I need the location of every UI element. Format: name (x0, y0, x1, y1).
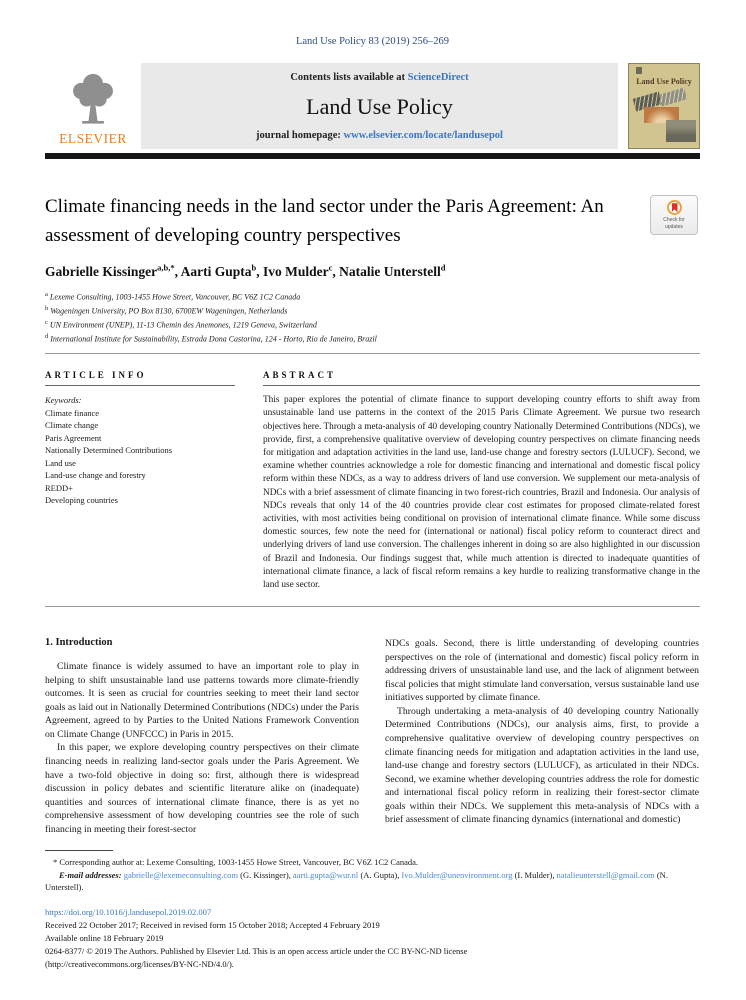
author (181, 264, 263, 279)
doi-link[interactable]: https://doi.org/10.1016/j.landusepol.2019.02.007 (45, 906, 212, 917)
elsevier-wordmark: ELSEVIER (59, 131, 127, 146)
check-badge-line2: updates (665, 223, 683, 230)
affiliation-text: UN Environment (UNEP), 11-13 Chemin des Anemones, 1219 Geneva, Switzerland (47, 320, 317, 330)
author-superscript: d (440, 262, 446, 272)
keyword: Land-use change and forestry (45, 470, 146, 481)
doi-line (45, 906, 700, 919)
email-link[interactable]: natalieunterstell@gmail.com (556, 869, 655, 880)
right-paragraphs (385, 637, 699, 827)
email-list (45, 870, 668, 893)
email-item (401, 870, 554, 880)
divider-below-abstract (45, 606, 700, 607)
bottom-matter (45, 906, 700, 971)
divider-above-abstract (45, 353, 700, 354)
crossmark-icon (667, 200, 682, 215)
check-badge-line1: Check for (663, 217, 685, 224)
check-for-updates-badge[interactable] (650, 195, 698, 235)
body-paragraph: NDCs goals. Second, there is little understanding of developing countries perspectives on the role of (international and domestic) fiscal policy reform in addressing drivers of unsustainable land use, and the lack of alignment between fiscal policies that might stimulate land conversation, versus sustainable land use initiatives supported by climate finance. (385, 638, 699, 704)
email-owner: (G. Kissinger), (237, 869, 291, 880)
keyword: Nationally Determined Contributions (45, 445, 173, 456)
check-badge-label (663, 217, 684, 230)
elsevier-logo (45, 63, 141, 149)
corresponding-author-note: * Corresponding author at: Lexeme Consulting, 1003-1455 Howe Street, Vancouver, BC V6Z 1C2 Canada. (53, 857, 419, 868)
homepage-link[interactable]: www.elsevier.com/locate/landusepol (343, 130, 503, 141)
affiliation (45, 331, 700, 345)
keywords-label: Keywords: (45, 395, 82, 406)
keyword: REDD+ (45, 482, 73, 493)
journal-banner (141, 63, 618, 149)
article-info-heading: ARTICLE INFO (45, 370, 147, 381)
cover-art-field-light (659, 88, 687, 107)
copyright-line-2: (http://creativecommons.org/licenses/BY-NC-ND/4.0/). (45, 958, 234, 969)
affiliation (45, 289, 700, 303)
email-owner: (I. Mulder), (512, 869, 555, 880)
journal-citation: Land Use Policy 83 (2019) 256–269 (295, 36, 450, 47)
footnote-divider (45, 850, 113, 851)
introduction-heading: 1. Introduction (45, 637, 113, 649)
article-head (45, 193, 700, 345)
journal-header (45, 63, 700, 149)
keyword: Climate finance (45, 407, 100, 418)
email-label: E-mail addresses: (59, 869, 124, 880)
abstract-text: This paper explores the potential of climate finance to support developing country efforts to shift away from unsustainable land use patterns in the context of the 2015 Paris Climate Agreement. We pursue two research objectives here. Through a meta-analysis of 40 developing country Nationally Determined Contributions (NDCs), we provide, first, a comprehensive qualitative overview of developing country perspectives on climate financing needs for mitigation and adaptation activities in the land use, land-use change and forestry sectors (LULUCF). Second, we examine whether countries acknowledge a role for domestic financing and international and domestic fiscal policy reform within these NDCs, as a way to address drivers of land use conversion. We supplement our meta-analysis of NDCs with a brief assessment of climate financing in two forest-rich countries, Brazil and Indonesia. Our analysis of NDCs reveals that only 14 of the 40 countries provide clear cost estimates for proposed climate-related forest activities, with most activities being conditional on provision of international climate finance. While some discuss domestic sources, few note the need for (international or national) fiscal policy reform to counteract direct and underlying drivers of land use conversion. The challenges inherent in doing so are also highlighted in our discussion of Brazil and Indonesia. Our findings suggest that, while much attention is directed to inadequate quantities of international climate finance, a lack of fiscal reform remains a key hurdle to realizing transformative change in the land use sector. (263, 395, 700, 590)
affiliation-text: International Institute for Sustainability, Estrada Dona Castorina, 124 - Horto, Rio de Janeiro, Brazil (48, 334, 377, 344)
email-link[interactable]: gabrielle@lexemeconsulting.com (123, 869, 238, 880)
journal-title: Land Use Policy (306, 93, 453, 119)
body-paragraph: Through undertaking a meta-analysis of 40 developing country Nationally Determined Contributions (NDCs), our analysis aims, first, to provide a comprehensive qualitative overview of developing country perspectives on climate financing needs for mitigation and adaptation activities in the land use, land-use change and forestry sectors (LULUCF), as articulated in their NDCs. Second, we examine whether developing countries address the role for domestic and international fiscal policy reform in realizing their forest-sector climate goals within their NDCs. We supplement this meta-analysis of NDCs with a brief assessment of climate financing dynamics (international and domestic) (385, 705, 699, 826)
copyright-line-1: 0264-8377/ © 2019 The Authors. Published by Elsevier Ltd. This is an open access article under the CC BY-NC-ND license (45, 945, 468, 956)
received-line: Received 22 October 2017; Received in revised form 15 October 2018; Accepted 4 February 2019 (45, 919, 380, 930)
homepage-prefix: journal homepage: (256, 130, 344, 141)
cover-art-landscape (666, 120, 696, 142)
keyword: Climate change (45, 420, 99, 431)
email-addresses-line (45, 869, 700, 894)
author-list (45, 262, 700, 280)
homepage-line (256, 130, 503, 141)
author-superscript: a,b,* (157, 262, 175, 272)
email-owner: (A. Gupta), (358, 869, 400, 880)
affiliation (45, 303, 700, 317)
affiliation-text: Wageningen University, PO Box 8130, 6700EW Wageningen, Netherlands (48, 306, 288, 316)
header-divider-bar (45, 153, 700, 159)
author-superscript: b (251, 262, 257, 272)
article-info-rule (45, 385, 235, 386)
article-info-column (45, 370, 235, 592)
body-columns (45, 637, 700, 836)
affiliation (45, 317, 700, 331)
email-item (124, 870, 291, 880)
email-link[interactable]: aarti.gupta@wur.nl (292, 869, 359, 880)
cover-title: Land Use Policy (636, 77, 692, 86)
abstract-rule (263, 385, 700, 386)
body-left-column (45, 637, 359, 836)
body-paragraph: Climate finance is widely assumed to have an important role to play in helping to shift unsustainable land use patterns towards more climate-friendly outcomes. It is seen as crucial for countries seeking to meet their land sector goals as laid out in Nationally Determined Contributions (NDCs) under the Paris Agreement, agreed to by Parties to the United Nations Framework Convention on Climate Change (UNFCCC) in Paris in 2015. (45, 661, 359, 740)
info-abstract-section (45, 370, 700, 592)
author-name: Ivo Mulder (262, 263, 329, 279)
affiliation-superscript: d (45, 332, 49, 340)
author-name: Aarti Gupta (180, 263, 252, 279)
author (339, 264, 445, 279)
email-item (293, 870, 400, 880)
contents-line (290, 72, 468, 83)
abstract-heading: ABSTRACT (263, 370, 337, 381)
keyword: Land use (45, 457, 76, 468)
affiliation-list (45, 289, 700, 346)
body-paragraph: In this paper, we explore developing country perspectives on their climate financing needs in realizing land-sector goals under the Paris Agreement. We have a two-fold objective in doing so: first, although there is widespread discussion in policy debates and scientific literature alike on (inadequate) quantities and sources of international climate finance, there is as yet no comprehensive assessment of how developing countries see the role of such financing in meeting their forest-sector (45, 742, 359, 835)
keyword: Paris Agreement (45, 432, 102, 443)
affiliation-text: Lexeme Consulting, 1003-1455 Howe Street, Vancouver, BC V6Z 1C2 Canada (47, 292, 301, 302)
affiliation-superscript: b (45, 304, 49, 312)
author-superscript: c (328, 262, 333, 272)
abstract-column (263, 370, 700, 592)
email-link[interactable]: Ivo.Mulder@unenvironment.org (401, 869, 513, 880)
author-name: Natalie Unterstell (339, 263, 441, 279)
email-owner: (N. Unterstell). (45, 869, 668, 893)
author-name: Gabrielle Kissinger (45, 263, 158, 279)
body-right-column (385, 637, 699, 836)
journal-cover-thumbnail[interactable] (628, 63, 700, 149)
author (263, 264, 339, 279)
left-paragraphs (45, 660, 359, 836)
affiliation-superscript: c (45, 318, 48, 326)
article-title: Climate financing needs in the land sector under the Paris Agreement: An assessment of developing country perspectives (45, 196, 604, 246)
cover-elsevier-mark-icon (636, 67, 642, 74)
keywords-list (45, 407, 235, 507)
available-online-line: Available online 18 February 2019 (45, 932, 164, 943)
keyword: Developing countries (45, 495, 118, 506)
elsevier-tree-icon (64, 72, 122, 130)
affiliation-superscript: a (45, 290, 48, 298)
contents-prefix: Contents lists available at (290, 72, 408, 83)
crossmark-bookmark-icon (672, 203, 678, 212)
sciencedirect-link[interactable]: ScienceDirect (407, 72, 469, 83)
author (45, 264, 181, 279)
